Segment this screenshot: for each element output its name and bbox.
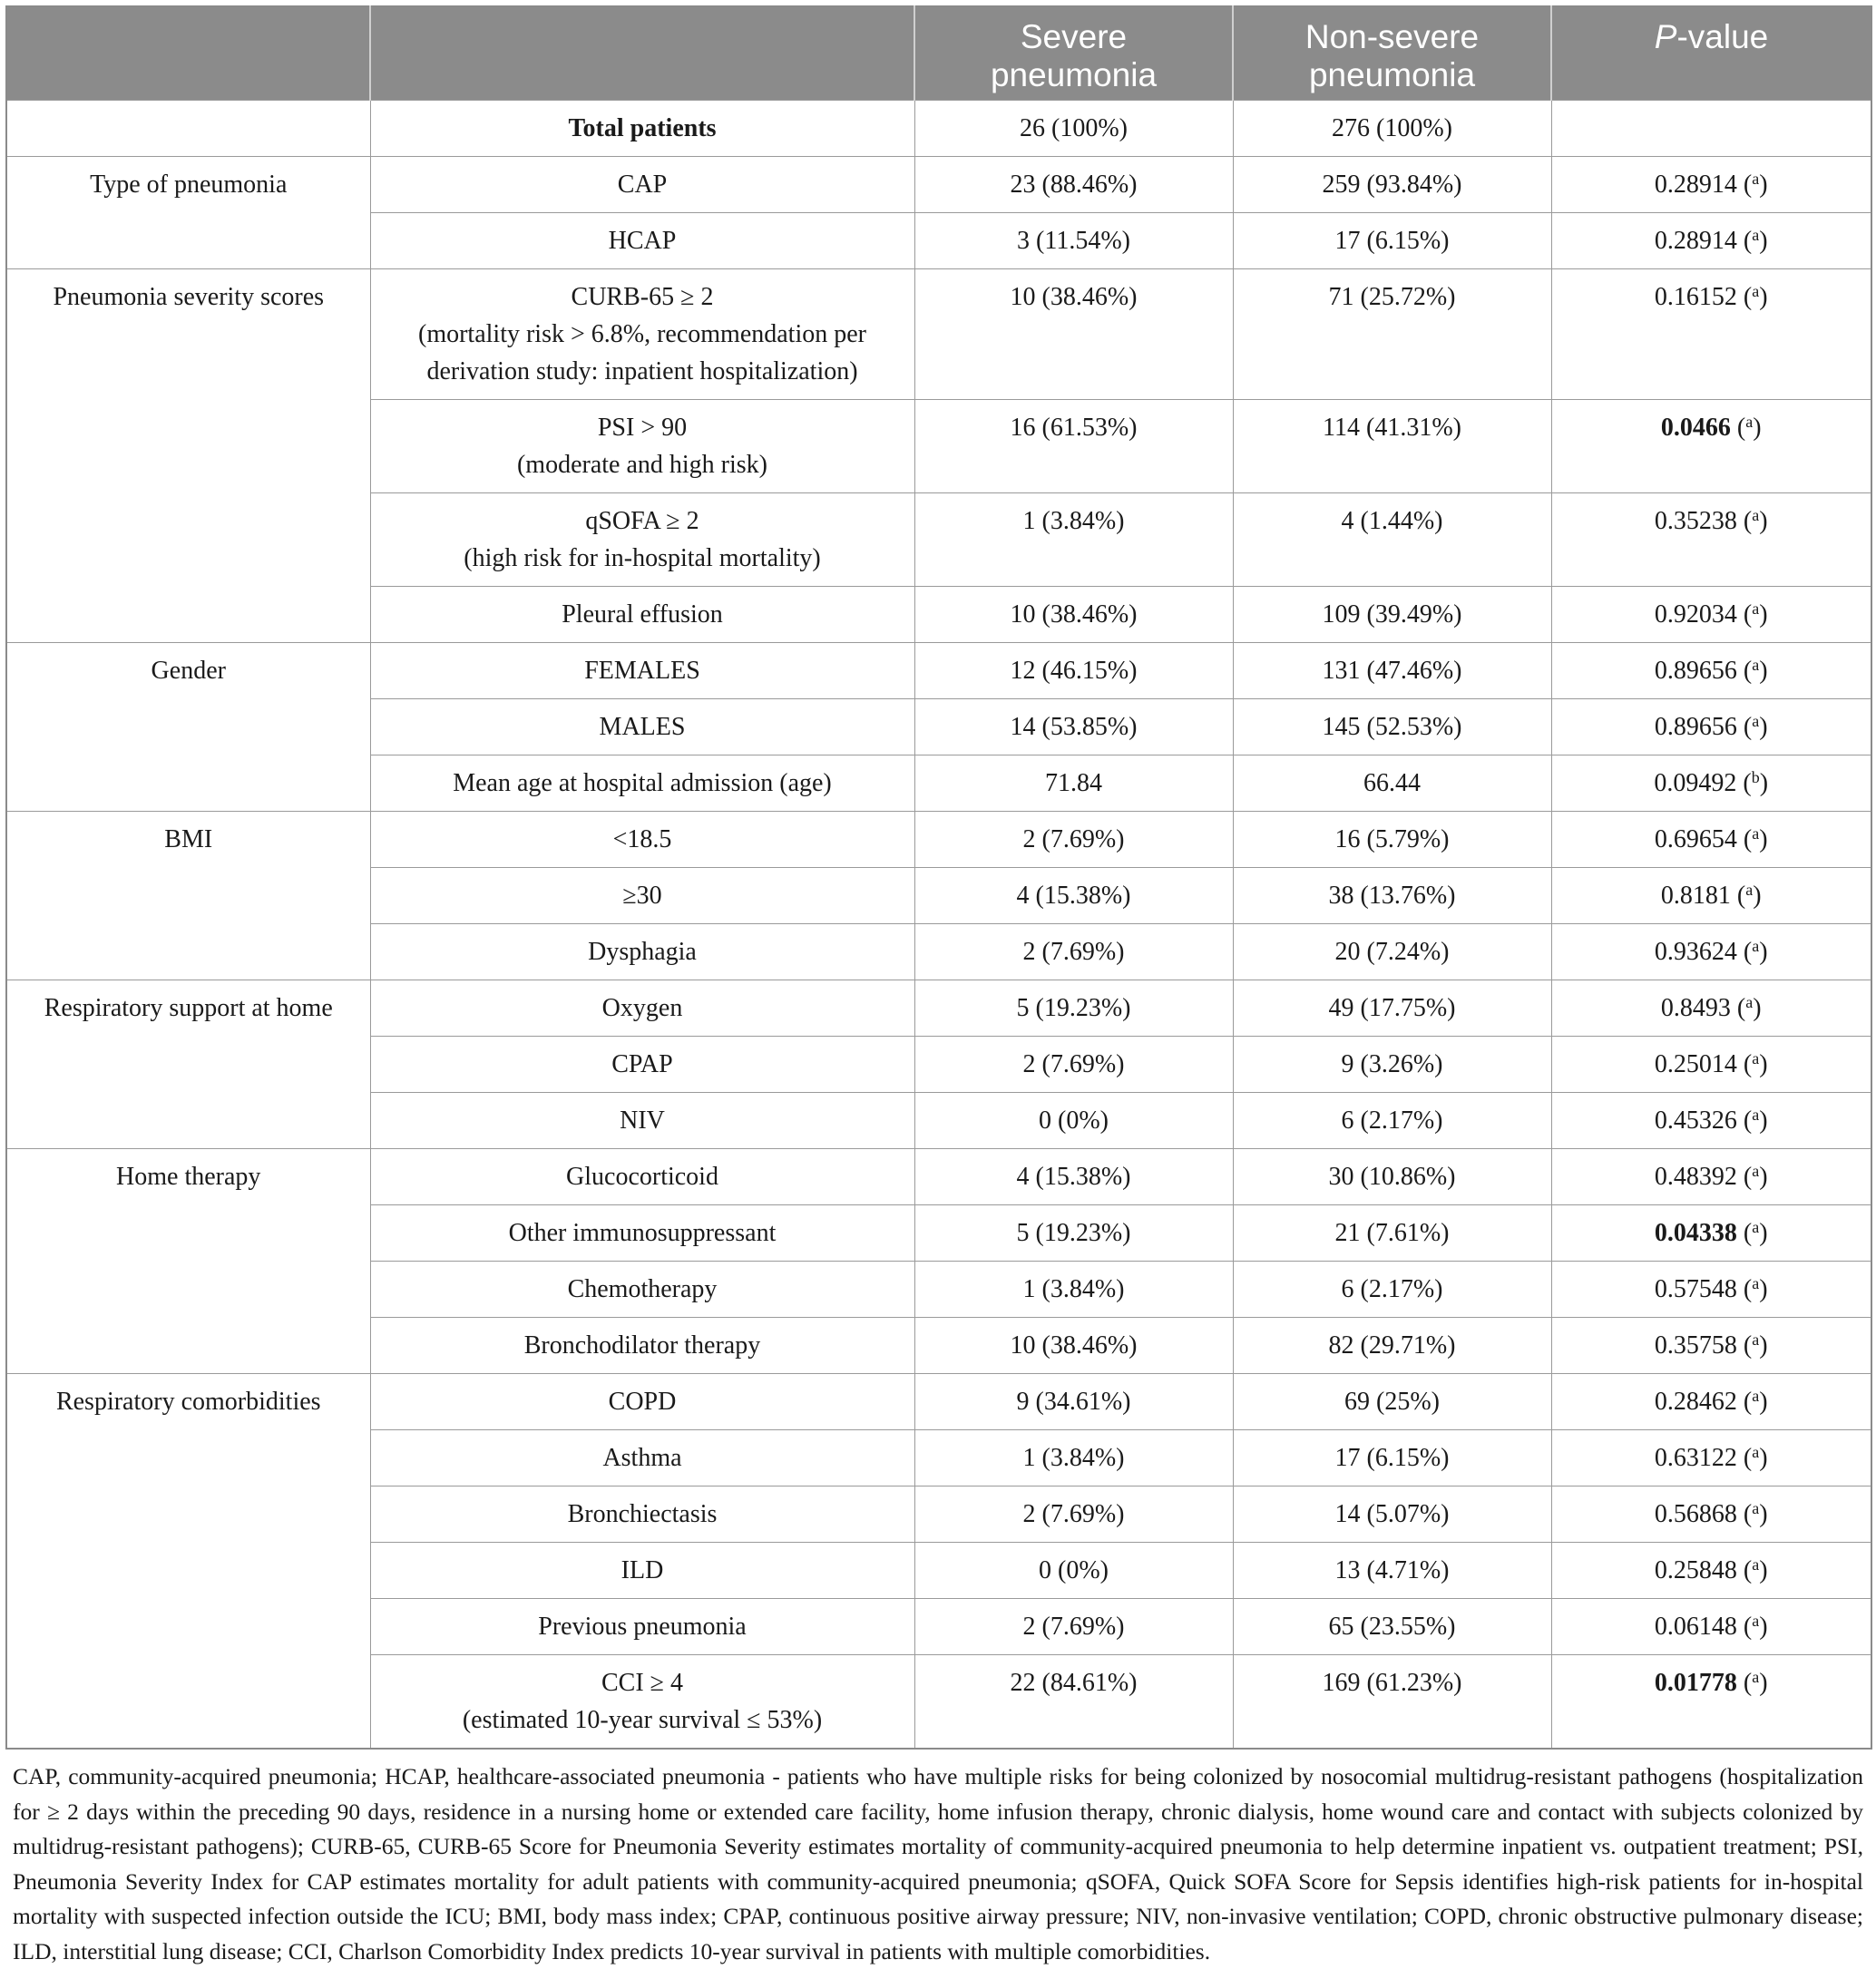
- variable-label-line: FEMALES: [584, 656, 700, 685]
- variable-label-line: qSOFA ≥ 2: [585, 506, 699, 535]
- table-row: [6, 1373, 1871, 1429]
- header-severe-line2: pneumonia: [990, 56, 1158, 93]
- pvalue-test-marker: a: [1752, 1217, 1760, 1236]
- variable-cell: [370, 268, 914, 399]
- variable-label-line: CURB-65 ≥ 2: [571, 282, 714, 311]
- header-severe: [914, 6, 1233, 100]
- severe-cell: 0 (0%): [914, 1542, 1233, 1598]
- nonsevere-cell: 16 (5.79%): [1233, 811, 1551, 867]
- pvalue-number: 0.89656: [1654, 712, 1737, 741]
- pvalue-number: 0.06148: [1654, 1612, 1737, 1641]
- table-row: [6, 268, 1871, 399]
- pvalue-cell: 0.04338 ($^a$): [1551, 1204, 1871, 1261]
- variable-cell: [370, 923, 914, 980]
- table-row: [6, 811, 1871, 867]
- variable-cell: [370, 1261, 914, 1317]
- nonsevere-cell: 6 (2.17%): [1233, 1092, 1551, 1148]
- variable-label-line: PSI > 90: [597, 413, 688, 442]
- severe-cell: 10 (38.46%): [914, 586, 1233, 642]
- category-cell: Gender: [6, 642, 370, 811]
- pvalue-cell: 0.25848 ($^a$): [1551, 1542, 1871, 1598]
- severe-cell: 71.84: [914, 755, 1233, 811]
- category-cell: Type of pneumonia: [6, 156, 370, 268]
- header-pvalue: [1551, 6, 1871, 100]
- pvalue-cell: 0.45326 ($^a$): [1551, 1092, 1871, 1148]
- nonsevere-cell: 4 (1.44%): [1233, 492, 1551, 586]
- variable-label-line: Glucocorticoid: [566, 1162, 718, 1191]
- severe-cell: 12 (46.15%): [914, 642, 1233, 698]
- variable-cell: [370, 586, 914, 642]
- nonsevere-cell: 109 (39.49%): [1233, 586, 1551, 642]
- nonsevere-cell: 82 (29.71%): [1233, 1317, 1551, 1373]
- table-row: [6, 1148, 1871, 1204]
- variable-label-line: CCI ≥ 4: [601, 1668, 684, 1697]
- nonsevere-cell: 131 (47.46%): [1233, 642, 1551, 698]
- variable-label-line: derivation study: inpatient hospitalization): [426, 356, 858, 385]
- table-wrapper: [5, 5, 1871, 1750]
- pvalue-test-marker: a: [1752, 1667, 1760, 1686]
- table-row: [6, 100, 1871, 156]
- nonsevere-cell: 20 (7.24%): [1233, 923, 1551, 980]
- pvalue-cell: 0.16152 ($^a$): [1551, 268, 1871, 399]
- nonsevere-cell: 49 (17.75%): [1233, 980, 1551, 1036]
- variable-cell: [370, 1598, 914, 1654]
- variable-cell: [370, 1542, 914, 1598]
- header-variable: [370, 6, 914, 100]
- pvalue-number: 0.28914: [1654, 170, 1737, 199]
- pvalue-cell: 0.69654 ($^a$): [1551, 811, 1871, 867]
- pvalue-test-marker: a: [1752, 1105, 1760, 1124]
- variable-label-line: ILD: [620, 1555, 664, 1584]
- severe-cell: 5 (19.23%): [914, 980, 1233, 1036]
- pvalue-test-marker: a: [1752, 824, 1760, 843]
- severe-cell: 22 (84.61%): [914, 1654, 1233, 1749]
- pvalue-number: 0.45326: [1654, 1106, 1737, 1135]
- header-pvalue-italic: P: [1654, 18, 1677, 55]
- variable-label-line: Bronchodilator therapy: [523, 1331, 761, 1360]
- variable-cell: [370, 1373, 914, 1429]
- variable-label-line: Pleural effusion: [562, 599, 723, 629]
- variable-cell: [370, 156, 914, 212]
- table-row: [6, 156, 1871, 212]
- pvalue-test-marker: a: [1752, 1611, 1760, 1630]
- nonsevere-cell: 169 (61.23%): [1233, 1654, 1551, 1749]
- variable-label-line: MALES: [599, 712, 686, 741]
- variable-cell: [370, 1317, 914, 1373]
- pvalue-test-marker: a: [1752, 1442, 1760, 1461]
- category-cell: Pneumonia severity scores: [6, 268, 370, 642]
- nonsevere-cell: 71 (25.72%): [1233, 268, 1551, 399]
- pvalue-number: 0.28462: [1654, 1387, 1737, 1416]
- variable-cell: [370, 755, 914, 811]
- pvalue-cell: 0.8493 ($^a$): [1551, 980, 1871, 1036]
- variable-label-line: Other immunosuppressant: [508, 1218, 777, 1247]
- severe-cell: 0 (0%): [914, 1092, 1233, 1148]
- variable-cell: [370, 1148, 914, 1204]
- pvalue-cell: 0.89656 ($^a$): [1551, 642, 1871, 698]
- severe-cell: 3 (11.54%): [914, 212, 1233, 268]
- variable-label-line: NIV: [620, 1106, 665, 1135]
- category-cell: Respiratory support at home: [6, 980, 370, 1148]
- severe-cell: 14 (53.85%): [914, 698, 1233, 755]
- pvalue-test-marker: a: [1752, 169, 1760, 188]
- pvalue-number: 0.0466: [1660, 413, 1731, 442]
- header-severe-line1: Severe: [1020, 18, 1128, 55]
- variable-label-line: Dysphagia: [588, 937, 697, 966]
- variable-cell: [370, 1036, 914, 1092]
- pvalue-cell: 0.63122 ($^a$): [1551, 1429, 1871, 1486]
- pvalue-cell: [1551, 100, 1871, 156]
- pvalue-number: 0.25014: [1654, 1049, 1737, 1078]
- variable-label-line: Oxygen: [601, 993, 683, 1022]
- variable-cell: [370, 867, 914, 923]
- pvalue-cell: 0.06148 ($^a$): [1551, 1598, 1871, 1654]
- pvalue-cell: 0.09492 ($^b$): [1551, 755, 1871, 811]
- variable-cell: [370, 212, 914, 268]
- variable-label-line: Bronchiectasis: [567, 1499, 718, 1528]
- pvalue-number: 0.35238: [1654, 506, 1737, 535]
- pvalue-number: 0.8493: [1660, 993, 1731, 1022]
- variable-label-line: (estimated 10-year survival ≤ 53%): [462, 1705, 823, 1734]
- pvalue-test-marker: a: [1752, 711, 1760, 730]
- nonsevere-cell: 13 (4.71%): [1233, 1542, 1551, 1598]
- pvalue-test-marker: a: [1752, 1048, 1760, 1067]
- nonsevere-cell: 259 (93.84%): [1233, 156, 1551, 212]
- variable-cell: [370, 399, 914, 492]
- pvalue-test-marker: a: [1745, 412, 1754, 431]
- pvalue-cell: 0.35758 ($^a$): [1551, 1317, 1871, 1373]
- nonsevere-cell: 65 (23.55%): [1233, 1598, 1551, 1654]
- severe-cell: 2 (7.69%): [914, 1598, 1233, 1654]
- pvalue-cell: 0.56868 ($^a$): [1551, 1486, 1871, 1542]
- variable-label-line: HCAP: [608, 226, 677, 255]
- pvalue-test-marker: b: [1751, 767, 1760, 786]
- variable-cell: [370, 1204, 914, 1261]
- variable-cell: [370, 811, 914, 867]
- pvalue-number: 0.89656: [1654, 656, 1737, 685]
- pvalue-number: 0.56868: [1654, 1499, 1737, 1528]
- header-category: [6, 6, 370, 100]
- nonsevere-cell: 6 (2.17%): [1233, 1261, 1551, 1317]
- table-header: [6, 6, 1871, 100]
- pvalue-number: 0.01778: [1654, 1668, 1737, 1697]
- pvalue-test-marker: a: [1752, 281, 1760, 300]
- pvalue-test-marker: a: [1745, 880, 1754, 899]
- severe-cell: 10 (38.46%): [914, 268, 1233, 399]
- pvalue-cell: 0.28462 ($^a$): [1551, 1373, 1871, 1429]
- pvalue-number: 0.69654: [1654, 824, 1737, 853]
- pvalue-cell: 0.28914 ($^a$): [1551, 212, 1871, 268]
- nonsevere-cell: 114 (41.31%): [1233, 399, 1551, 492]
- severe-cell: 5 (19.23%): [914, 1204, 1233, 1261]
- pvalue-cell: 0.28914 ($^a$): [1551, 156, 1871, 212]
- variable-label-line: (high risk for in-hospital mortality): [464, 543, 821, 572]
- severe-cell: 16 (61.53%): [914, 399, 1233, 492]
- table-row: [6, 980, 1871, 1036]
- variable-cell: [370, 1486, 914, 1542]
- header-pvalue-rest: -value: [1676, 18, 1769, 55]
- severe-cell: 1 (3.84%): [914, 1261, 1233, 1317]
- nonsevere-cell: 9 (3.26%): [1233, 1036, 1551, 1092]
- table-body: [6, 100, 1871, 1749]
- variable-cell: [370, 642, 914, 698]
- pvalue-test-marker: a: [1752, 1273, 1760, 1292]
- category-cell: BMI: [6, 811, 370, 980]
- header-nonsevere-line1: Non-severe: [1304, 18, 1480, 55]
- variable-label-line: Previous pneumonia: [538, 1612, 747, 1641]
- pvalue-number: 0.25848: [1654, 1555, 1737, 1584]
- pvalue-test-marker: a: [1752, 599, 1760, 618]
- pvalue-test-marker: a: [1752, 1330, 1760, 1349]
- variable-cell: [370, 1092, 914, 1148]
- variable-label-line: Asthma: [602, 1443, 682, 1472]
- nonsevere-cell: 17 (6.15%): [1233, 212, 1551, 268]
- pvalue-number: 0.8181: [1660, 881, 1731, 910]
- pvalue-cell: 0.25014 ($^a$): [1551, 1036, 1871, 1092]
- severe-cell: 9 (34.61%): [914, 1373, 1233, 1429]
- pvalue-cell: 0.57548 ($^a$): [1551, 1261, 1871, 1317]
- variable-label-line: CAP: [617, 170, 668, 199]
- table-footnote: CAP, community-acquired pneumonia; HCAP, healthcare-associated pneumonia - patients who have multiple risks for being colonized by nosocomial multidrug-resistant pathogens (hospitalization for ≥ 2 days within the preceding 90 days, residence in a nursing home or extended care facility, home infusion therapy, chronic dialysis, home wound care and contact with subjects colonized by multidrug-resistant pathogens); CURB-65, CURB-65 Score for Pneumonia Severity estimates mortality of community-acquired pneumonia to help determine inpatient vs. outpatient treatment; PSI, Pneumonia Severity Index for CAP estimates mortality for adult patients with community-acquired pneumonia; qSOFA, Quick SOFA Score for Sepsis identifies high-risk patients for in-hospital mortality with suspected infection outside the ICU; BMI, body mass index; CPAP, continuous positive airway pressure; NIV, non-invasive ventilation; COPD, chronic obstructive pulmonary disease; ILD, interstitial lung disease; CCI, Charlson Comorbidity Index predicts 10-year survival in patients with multiple comorbidities.: [13, 1763, 1863, 1964]
- pvalue-cell: 0.92034 ($^a$): [1551, 586, 1871, 642]
- pvalue-cell: 0.35238 ($^a$): [1551, 492, 1871, 586]
- severe-cell: 23 (88.46%): [914, 156, 1233, 212]
- variable-label-line: (moderate and high risk): [516, 450, 768, 479]
- pvalue-test-marker: a: [1745, 992, 1754, 1011]
- header-nonsevere: [1233, 6, 1551, 100]
- severe-cell: 2 (7.69%): [914, 1036, 1233, 1092]
- nonsevere-cell: 276 (100%): [1233, 100, 1551, 156]
- pvalue-number: 0.04338: [1654, 1218, 1737, 1247]
- variable-cell: [370, 492, 914, 586]
- category-cell: Home therapy: [6, 1148, 370, 1373]
- severe-cell: 2 (7.69%): [914, 923, 1233, 980]
- variable-label-line: Mean age at hospital admission (age): [453, 768, 832, 797]
- total-label-cell: Total patients: [370, 100, 914, 156]
- table-row: [6, 642, 1871, 698]
- pvalue-test-marker: a: [1752, 225, 1760, 244]
- nonsevere-cell: 30 (10.86%): [1233, 1148, 1551, 1204]
- variable-cell: [370, 1429, 914, 1486]
- variable-label-line: COPD: [608, 1387, 677, 1416]
- nonsevere-cell: 21 (7.61%): [1233, 1204, 1551, 1261]
- pvalue-cell: 0.8181 ($^a$): [1551, 867, 1871, 923]
- severe-cell: 2 (7.69%): [914, 1486, 1233, 1542]
- severe-cell: 26 (100%): [914, 100, 1233, 156]
- header-nonsevere-line2: pneumonia: [1308, 56, 1476, 93]
- pvalue-cell: 0.89656 ($^a$): [1551, 698, 1871, 755]
- variable-label-line: ≥30: [622, 881, 662, 910]
- nonsevere-cell: 145 (52.53%): [1233, 698, 1551, 755]
- severe-cell: 4 (15.38%): [914, 867, 1233, 923]
- pvalue-test-marker: a: [1752, 1386, 1760, 1405]
- pvalue-number: 0.63122: [1654, 1443, 1737, 1472]
- pvalue-cell: 0.0466 ($^a$): [1551, 399, 1871, 492]
- variable-label-line: CPAP: [611, 1049, 673, 1078]
- nonsevere-cell: 38 (13.76%): [1233, 867, 1551, 923]
- pvalue-number: 0.09492: [1654, 768, 1737, 797]
- pvalue-number: 0.57548: [1654, 1274, 1737, 1303]
- variable-label-line: (mortality risk > 6.8%, recommendation per: [418, 319, 866, 348]
- pvalue-cell: 0.48392 ($^a$): [1551, 1148, 1871, 1204]
- pvalue-number: 0.16152: [1654, 282, 1737, 311]
- severe-cell: 4 (15.38%): [914, 1148, 1233, 1204]
- pvalue-number: 0.93624: [1654, 937, 1737, 966]
- nonsevere-cell: 69 (25%): [1233, 1373, 1551, 1429]
- pvalue-test-marker: a: [1752, 505, 1760, 524]
- severe-cell: 2 (7.69%): [914, 811, 1233, 867]
- category-cell: [6, 100, 370, 156]
- nonsevere-cell: 14 (5.07%): [1233, 1486, 1551, 1542]
- characteristics-table: [5, 5, 1872, 1750]
- pvalue-number: 0.35758: [1654, 1331, 1737, 1360]
- pvalue-number: 0.48392: [1654, 1162, 1737, 1191]
- variable-cell: [370, 698, 914, 755]
- severe-cell: 10 (38.46%): [914, 1317, 1233, 1373]
- nonsevere-cell: 17 (6.15%): [1233, 1429, 1551, 1486]
- severe-cell: 1 (3.84%): [914, 492, 1233, 586]
- pvalue-cell: 0.93624 ($^a$): [1551, 923, 1871, 980]
- variable-label-line: Chemotherapy: [567, 1274, 718, 1303]
- pvalue-cell: 0.01778 ($^a$): [1551, 1654, 1871, 1749]
- pvalue-number: 0.28914: [1654, 226, 1737, 255]
- pvalue-number: 0.92034: [1654, 599, 1737, 629]
- variable-cell: [370, 980, 914, 1036]
- severe-cell: 1 (3.84%): [914, 1429, 1233, 1486]
- pvalue-test-marker: a: [1752, 1498, 1760, 1517]
- variable-cell: [370, 1654, 914, 1749]
- pvalue-test-marker: a: [1752, 655, 1760, 674]
- variable-label-line: <18.5: [612, 824, 672, 853]
- nonsevere-cell: 66.44: [1233, 755, 1551, 811]
- pvalue-test-marker: a: [1752, 1555, 1760, 1574]
- pvalue-test-marker: a: [1752, 936, 1760, 955]
- category-cell: Respiratory comorbidities: [6, 1373, 370, 1749]
- pvalue-test-marker: a: [1752, 1161, 1760, 1180]
